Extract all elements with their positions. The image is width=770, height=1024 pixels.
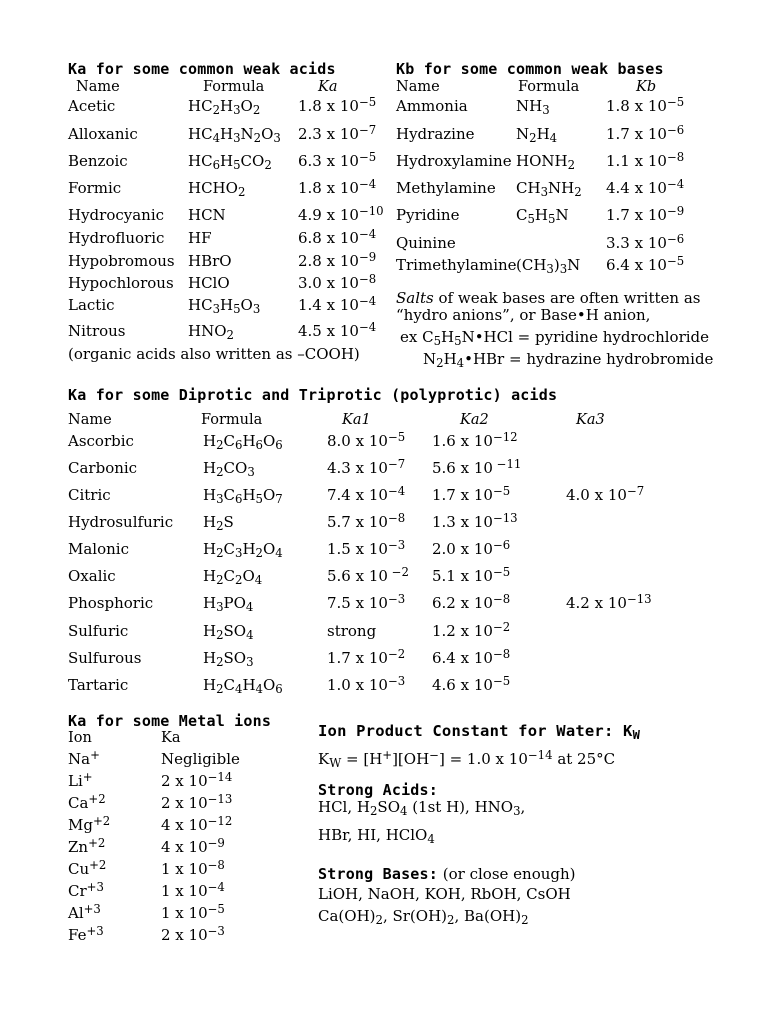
poly-ka2: 6.4 x $10^{-8}$ (432, 647, 511, 667)
poly-header-ka1: Ka1 (342, 412, 371, 428)
poly-ka1: 7.5 x $10^{-3}$ (327, 592, 406, 612)
salts-example-2: $N_2H_4•HBr$ = hydrazine hydrobromide (423, 350, 714, 370)
poly-formula: $H_2S$ (203, 513, 234, 533)
poly-ka2: 1.7 x $10^{-5}$ (432, 484, 511, 504)
base-kb: 4.4 x $10^{-4}$ (606, 177, 685, 197)
acid-name: Acetic (68, 97, 116, 115)
strong-bases-heading (318, 864, 576, 883)
metal-ka: 1 x $10^{-8}$ (161, 858, 225, 878)
strong-bases-title: Strong Bases: (318, 865, 438, 883)
poly-name: Hydrosulfuric (68, 513, 174, 531)
acid-formula: $HC_3H_5O_3$ (188, 296, 261, 316)
poly-ka1: 8.0 x $10^{-5}$ (327, 430, 406, 450)
metal-ion: $Fe^{+3}$ (68, 924, 104, 944)
base-kb: 1.7 x $10^{-6}$ (606, 123, 685, 143)
base-formula: $CH_3NH_2$ (516, 179, 582, 199)
poly-ka2: 1.3 x $10^{-13}$ (432, 511, 518, 531)
metal-ka: 2 x $10^{-13}$ (161, 792, 233, 812)
strong-bases-note: (or close enough) (438, 865, 576, 883)
acid-ka: 1.8 x $10^{-4}$ (298, 177, 377, 197)
acid-name: Formic (68, 179, 122, 197)
base-name: Ammonia (396, 97, 468, 115)
poly-name: Citric (68, 486, 111, 504)
acid-name: Hydrocyanic (68, 206, 165, 224)
poly-name: Carbonic (68, 459, 138, 477)
ion-product-title: Ion Product Constant for Water: $K_W$ (318, 722, 641, 742)
poly-name: Tartaric (68, 676, 129, 694)
metal-ion: $Mg^{+2}$ (68, 814, 111, 834)
acid-ka: 4.5 x $10^{-4}$ (298, 320, 377, 340)
polyprotic-title: Ka for some Diprotic and Triprotic (polyprotic) acids (68, 386, 558, 404)
acid-formula: $HC_2H_3O_2$ (188, 97, 261, 117)
base-formula: $HONH_2$ (516, 152, 576, 172)
poly-ka3: 4.0 x $10^{-7}$ (566, 484, 645, 504)
poly-header-ka3: Ka3 (576, 412, 605, 428)
poly-ka1: 1.7 x $10^{-2}$ (327, 647, 406, 667)
poly-formula: $H_2C_4H_4O_6$ (203, 676, 283, 696)
poly-header-formula: Formula (201, 412, 263, 428)
base-formula: $NH_3$ (516, 97, 550, 117)
acid-formula: $HC_6H_5CO_2$ (188, 152, 272, 172)
poly-name: Oxalic (68, 567, 116, 585)
metal-ka: Negligible (161, 750, 240, 768)
poly-ka1: 5.7 x $10^{-8}$ (327, 511, 406, 531)
poly-name: Phosphoric (68, 594, 154, 612)
metal-ka: 1 x $10^{-5}$ (161, 902, 225, 922)
acid-formula: HCN (188, 206, 226, 224)
acid-name: Alloxanic (68, 125, 138, 143)
poly-formula: $H_3PO_4$ (203, 594, 254, 614)
acid-name: Hydrofluoric (68, 229, 165, 247)
acids-header-name: Name (76, 79, 120, 95)
poly-ka3: 4.2 x $10^{-13}$ (566, 592, 652, 612)
poly-name: Sulfurous (68, 649, 142, 667)
salts-note-line-1 (396, 291, 700, 306)
bases-header-name: Name (396, 79, 440, 95)
base-formula: $C_5H_5N$ (516, 206, 569, 226)
base-name: Pyridine (396, 206, 460, 224)
ion-product-equation: $K_W = [H^+][OH^-] = 1.0$ x $10^{-14}$ at 25°C (318, 748, 616, 770)
base-name: Hydroxylamine (396, 152, 512, 170)
base-kb: 1.8 x $10^{-5}$ (606, 95, 685, 115)
metal-ka: 4 x $10^{-12}$ (161, 814, 233, 834)
base-name: Methylamine (396, 179, 496, 197)
base-name: Hydrazine (396, 125, 475, 143)
acid-formula: HBrO (188, 252, 232, 270)
acids-header-ka: Ka (318, 79, 338, 95)
poly-ka2: 4.6 x $10^{-5}$ (432, 674, 511, 694)
acids-header-formula: Formula (203, 79, 265, 95)
metal-ka: 2 x $10^{-14}$ (161, 770, 233, 790)
metal-header-ion: Ion (68, 730, 92, 746)
metal-ion: Li+ (68, 770, 93, 790)
poly-ka2: 5.1 x $10^{-5}$ (432, 565, 511, 585)
weak-acids-title: Ka for some common weak acids (68, 60, 336, 78)
strong-acids-line-1: HCl, $H_2SO_4$ (1st H), $HNO_3$, (318, 798, 526, 818)
base-formula: $N_2H_4$ (516, 125, 558, 145)
metal-ion: $Ca^{+2}$ (68, 792, 106, 812)
salts-word: Salts (396, 289, 434, 307)
bases-header-formula: Formula (518, 79, 580, 95)
acid-formula: $HNO_2$ (188, 322, 234, 342)
acid-ka: 6.8 x $10^{-4}$ (298, 227, 377, 247)
base-kb: 6.4 x $10^{-5}$ (606, 254, 685, 274)
metal-ion: $Al^{+3}$ (68, 902, 101, 922)
metal-ka: 4 x $10^{-9}$ (161, 836, 225, 856)
weak-bases-title: Kb for some common weak bases (396, 60, 664, 78)
bases-header-kb: Kb (636, 79, 657, 95)
poly-ka2: 1.2 x $10^{-2}$ (432, 620, 511, 640)
acid-ka: 1.8 x $10^{-5}$ (298, 95, 377, 115)
acid-name: Hypochlorous (68, 274, 174, 292)
poly-formula: $H_2C_3H_2O_4$ (203, 540, 283, 560)
poly-name: Ascorbic (68, 432, 134, 450)
acid-formula: $HC_4H_3N_2O_3$ (188, 125, 281, 145)
salts-note-line-2: “hydro anions”, or Base•H anion, (396, 306, 651, 324)
salts-note-rest: of weak bases are often written as (433, 289, 701, 307)
acid-name: Benzoic (68, 152, 128, 170)
acid-formula: HF (188, 229, 212, 247)
strong-acids-line-2: HBr, HI, HClO$_4$ (318, 826, 435, 846)
acid-ka: 3.0 x $10^{-8}$ (298, 272, 377, 292)
metal-header-ka: Ka (161, 730, 181, 746)
poly-ka1: strong (327, 622, 377, 640)
metal-ion: $Zn^{+2}$ (68, 836, 106, 856)
salts-example-1: ex $C_5H_5N•HCl$ = pyridine hydrochloride (400, 328, 710, 348)
poly-formula: $H_2C_2O_4$ (203, 567, 263, 587)
poly-formula: $H_2SO_3$ (203, 649, 254, 669)
poly-ka1: 4.3 x $10^{-7}$ (327, 457, 406, 477)
acid-formula: HClO (188, 274, 230, 292)
base-name: Trimethylamine (396, 256, 517, 274)
acid-ka: 4.9 x $10^{-10}$ (298, 204, 384, 224)
base-name: Quinine (396, 234, 456, 252)
acid-name: Nitrous (68, 322, 126, 340)
base-kb: 1.1 x $10^{-8}$ (606, 150, 685, 170)
poly-ka2: 5.6 x 10 $^{-11}$ (432, 457, 522, 477)
poly-ka1: 7.4 x $10^{-4}$ (327, 484, 406, 504)
base-kb: 1.7 x $10^{-9}$ (606, 204, 685, 224)
metal-ka: 2 x $10^{-3}$ (161, 924, 225, 944)
acids-note: (organic acids also written as –COOH) (68, 345, 360, 363)
poly-name: Sulfuric (68, 622, 129, 640)
strong-acids-title: Strong Acids: (318, 781, 438, 799)
base-kb: 3.3 x $10^{-6}$ (606, 232, 685, 252)
poly-formula: $H_2CO_3$ (203, 459, 255, 479)
acid-ka: 1.4 x $10^{-4}$ (298, 294, 377, 314)
poly-formula: $H_2C_6H_6O_6$ (203, 432, 283, 452)
acid-ka: 2.8 x $10^{-9}$ (298, 250, 377, 270)
acid-name: Lactic (68, 296, 115, 314)
poly-formula: $H_3C_6H_5O_7$ (203, 486, 283, 506)
acid-name: Hypobromous (68, 252, 175, 270)
metal-ion: $Cr^{+3}$ (68, 880, 104, 900)
poly-ka2: 6.2 x $10^{-8}$ (432, 592, 511, 612)
poly-ka2: 1.6 x $10^{-12}$ (432, 430, 518, 450)
metal-ions-title: Ka for some Metal ions (68, 712, 272, 730)
metal-ion: Na+ (68, 748, 100, 768)
poly-ka2: 2.0 x $10^{-6}$ (432, 538, 511, 558)
poly-formula: $H_2SO_4$ (203, 622, 254, 642)
metal-ka: 1 x $10^{-4}$ (161, 880, 225, 900)
strong-bases-line-1: LiOH, NaOH, KOH, RbOH, CsOH (318, 885, 571, 903)
base-formula: $(CH_3)_3N$ (516, 256, 581, 276)
poly-name: Malonic (68, 540, 129, 558)
poly-header-ka2: Ka2 (460, 412, 489, 428)
acid-ka: 2.3 x $10^{-7}$ (298, 123, 377, 143)
strong-bases-line-2: $Ca(OH)_2$, $Sr(OH)_2$, $Ba(OH)_2$ (318, 907, 529, 927)
poly-ka1: 1.5 x $10^{-3}$ (327, 538, 406, 558)
acid-ka: 6.3 x $10^{-5}$ (298, 150, 377, 170)
acid-formula: $HCHO_2$ (188, 179, 246, 199)
poly-ka1: 1.0 x $10^{-3}$ (327, 674, 406, 694)
metal-ion: $Cu^{+2}$ (68, 858, 107, 878)
poly-header-name: Name (68, 412, 112, 428)
poly-ka1: 5.6 x 10 $^{-2}$ (327, 565, 409, 585)
